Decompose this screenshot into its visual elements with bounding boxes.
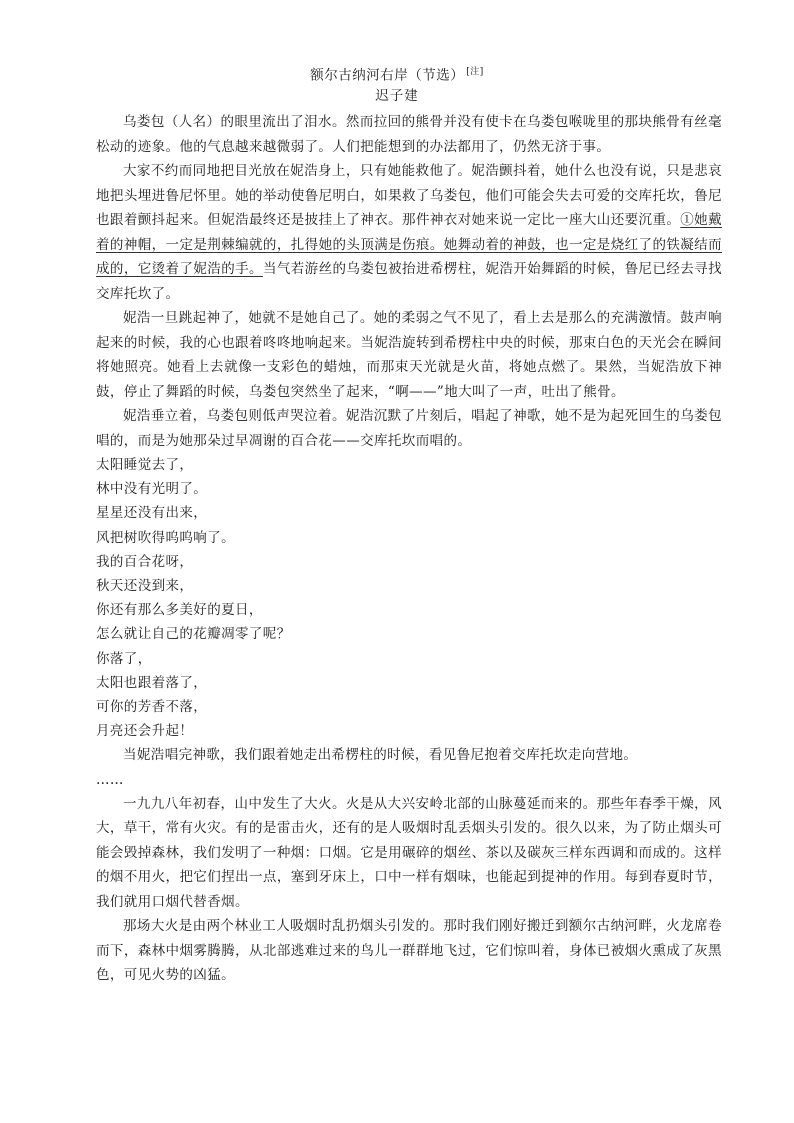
lyric-line: 可你的芳香不落， — [96, 699, 208, 716]
lyric-line: 林中没有光明了。 — [96, 481, 208, 498]
song-lyrics — [96, 453, 722, 743]
paragraph-4: 妮浩垂立着，乌娄包则低声哭泣着。妮浩沉默了片刻后，唱起了神歌，她不是为起死回生的乌娄包唱的，而是为她那朵过早凋谢的百合花——交库托坎而唱的。 — [96, 408, 722, 449]
lyric-line: 星星还没有出来， — [96, 505, 208, 522]
title-text: 额尔古纳河右岸（节选） — [310, 67, 465, 84]
paragraph-2-text-a: 大家不约而同地把目光放在妮浩身上，只有她能救他了。妮浩颤抖着，她什么也没有说，只是悲哀地把头埋进鲁尼怀里。她的举动使鲁尼明白，如果救了乌娄包，他们可能会失去可爱的交库托坎，鲁尼也跟着颤抖起来。但妮浩最终还是披挂上了神衣。那件神衣对她来说一定比一座大山还要沉重。 — [96, 163, 722, 228]
title-footnote-marker: [注] — [466, 67, 484, 77]
lyric-line: 我的百合花呀， — [96, 553, 194, 570]
lyric-line: 太阳睡觉去了， — [96, 457, 194, 473]
lyric-line: 你还有那么多美好的夏日， — [96, 602, 263, 619]
lyric-line: 你落了， — [96, 650, 152, 667]
lyric-line: 风把树吹得呜呜响了。 — [96, 529, 235, 546]
paragraph-6: 一九九八年初春，山中发生了大火。火是从大兴安岭北部的山脉蔓延而来的。那些年春季干燥，风大，草干，常有火灾。有的是雷击火，还有的是人吸烟时乱丢烟头引发的。很久以来，为了防止烟头可能会毁掉森林，我们发明了一种烟：口烟。它是用碾碎的烟丝、茶以及碳灰三样东西调和而成的。这样的烟不用火，把它们捏出一点，塞到牙床上，口中一样有烟味，也能起到提神的作用。每到春夏时节，我们就用口烟代替香烟。 — [96, 795, 722, 910]
paragraph-1: 乌娄包（人名）的眼里流出了泪水。然而拉回的熊骨并没有使卡在乌娄包喉咙里的那块熊骨有丝毫松动的迹象。他的气息越来越微弱了。人们把能想到的办法都用了，仍然无济于事。 — [96, 114, 722, 155]
lyric-line: 月亮还会升起！ — [96, 723, 194, 740]
paragraph-2-text-b: 当气若游丝的乌娄包被抬进希楞柱，妮浩开始舞蹈的时候，鲁尼已经去寻找交库托坎了。 — [96, 261, 722, 302]
paragraph-7: 那场大火是由两个林业工人吸烟时乱扔烟头引发的。那时我们刚好搬迁到额尔古纳河畔，火龙席卷而下，森林中烟雾腾腾，从北部逃难过来的鸟儿一群群地飞过，它们惊叫着，身体已被烟火熏成了灰黑色，可见火势的凶猛。 — [96, 918, 722, 984]
underlined-sentence-1: ①她戴着的神帽，一定是荆棘编就的，扎得她的头顶满是伤痕。她舞动着的神鼓，也一定是烧红了的铁凝结而成的，它烫着了妮浩的手。 — [96, 212, 722, 277]
paragraph-2 — [96, 159, 722, 306]
lyric-line: 怎么就让自己的花瓣凋零了呢？ — [96, 626, 291, 643]
document-title — [0, 62, 794, 86]
paragraph-3: 妮浩一旦跳起神了，她就不是她自己了。她的柔弱之气不见了，看上去是那么的充满激情。鼓声响起来的时候，我的心也跟着咚咚地响起来。当妮浩旋转到希楞柱中央的时候，那束白色的天光会在瞬间将她照亮。她看上去就像一支彩色的蜡烛，而那束天光就是火苗，将她点燃了。果然，当妮浩放下神鼓，停止了舞蹈的时候，乌娄包突然坐了起来，“啊——”地大叫了一声，吐出了熊骨。 — [96, 310, 722, 400]
ellipsis-separator: …… — [96, 771, 124, 788]
article-body — [96, 110, 722, 988]
lyric-line: 太阳也跟着落了， — [96, 674, 208, 691]
lyric-line: 秋天还没到来， — [96, 578, 194, 595]
author-name: 迟子建 — [375, 88, 419, 104]
paragraph-5: 当妮浩唱完神歌，我们跟着她走出希楞柱的时候，看见鲁尼抱着交库托坎走向营地。 — [123, 747, 638, 764]
